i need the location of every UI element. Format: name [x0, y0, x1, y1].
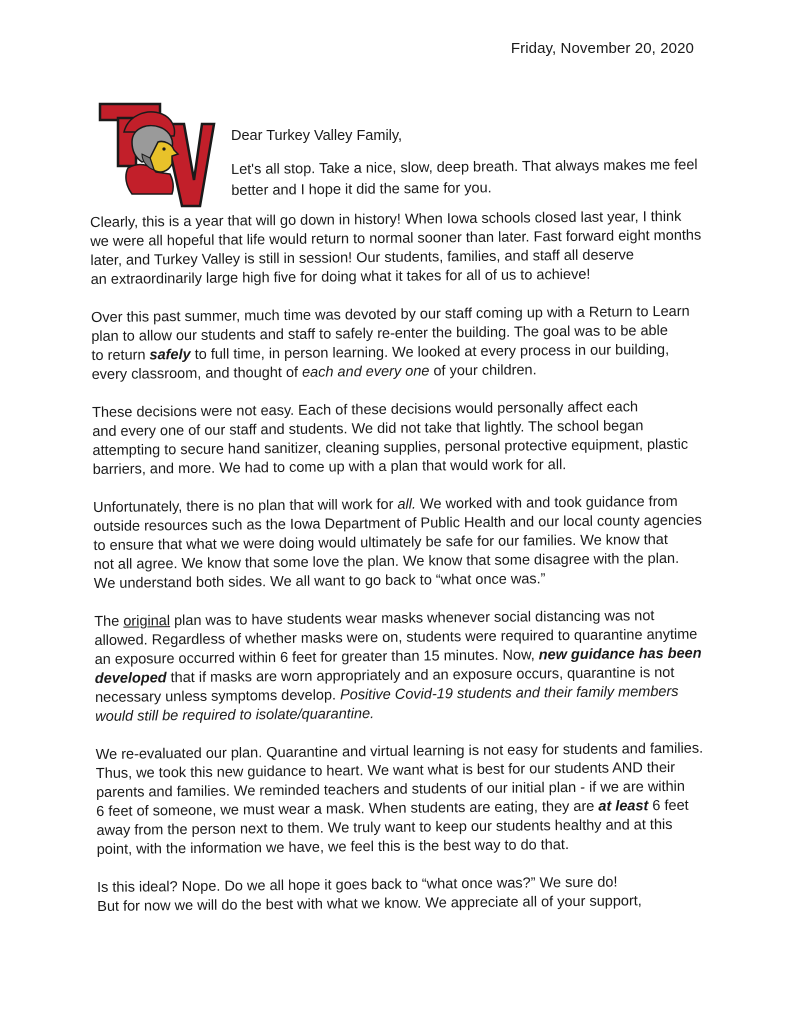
emphasis-at-least: at least	[598, 798, 649, 815]
text-run: We worked with and took guidance from	[415, 493, 678, 513]
text-run: necessary unless symptoms develop.	[94, 687, 341, 706]
text-run: every classroom, and thought of	[91, 364, 303, 383]
text-run: an exposure occurred within 6 feet for greater than 15 minutes. Now,	[94, 647, 539, 668]
greeting: Dear Turkey Valley Family,	[231, 128, 403, 144]
text-line: outside resources such as the Iowa Department of Public Health and our local county agencies	[93, 512, 702, 535]
paragraph-history	[90, 208, 701, 290]
text-run: 6 feet	[648, 797, 689, 815]
paragraph-return-to-learn	[91, 303, 702, 385]
text-line: to ensure that what we were doing would ultimately be safe for our families. We know that	[93, 531, 668, 554]
paragraph-decisions	[92, 398, 703, 480]
turkey-valley-tv-logo	[98, 102, 216, 210]
text-line: not all agree. We know that some love the plan. We know that some disagree with the plan.	[93, 550, 680, 573]
text-line: barriers, and more. We had to come up with a plan that would work for all.	[92, 457, 567, 478]
emphasis-original: original	[123, 613, 171, 630]
text-line: allowed. Regardless of whether masks were on, students were required to quarantine anytime	[94, 626, 698, 649]
paragraph-closing	[97, 873, 707, 917]
paragraph-no-plan	[93, 493, 704, 594]
emphasis-positive-covid: Positive Covid-19 students and their family members	[339, 683, 679, 704]
text-line: attempting to secure hand sanitizer, cleaning supplies, personal protective equipment, plastic	[92, 436, 689, 459]
text-run: that if masks are worn appropriately and an exposure occurs, quarantine is not	[166, 664, 675, 687]
text-run: 6 feet of someone, we must wear a mask. When students are eating, they are	[96, 798, 599, 820]
text-line: We re-evaluated our plan. Quarantine and virtual learning is not easy for students and families.	[95, 740, 704, 763]
emphasis-isolate: would still be required to isolate/quarantine.	[95, 706, 375, 725]
letter-date: Friday, November 20, 2020	[510, 40, 694, 57]
text-line: we were all hopeful that life would return to normal sooner than later. Fast forward eight months	[90, 227, 702, 250]
emphasis-new-guidance: new guidance has been	[538, 645, 702, 664]
text-run: The	[94, 613, 124, 630]
paragraph-re-evaluated	[96, 740, 707, 860]
text-line: later, and Turkey Valley is still in session! Our students, families, and staff all deserve	[90, 247, 635, 269]
text-line: away from the person next to them. We truly want to keep our students healthy and at this	[96, 816, 673, 839]
text-line: Is this ideal? Nope. Do we all hope it goes back to “what once was?” We sure do!	[96, 874, 618, 896]
text-run: plan was to have students wear masks whenever social distancing was not	[169, 608, 655, 630]
text-line: These decisions were not easy. Each of these decisions would personally affect each	[92, 399, 639, 421]
letter-body	[90, 208, 708, 936]
text-line: an extraordinarily large high five for doing what it takes for all of us to achieve!	[90, 266, 591, 288]
text-run: to return	[91, 347, 150, 364]
text-line: better and I hope it did the same for you.	[231, 180, 492, 199]
emphasis-each-and-every-one: each and every one	[301, 363, 430, 381]
text-line: parents and families. We reminded teachers and students of our initial plan - if we are within	[95, 778, 686, 801]
intro-paragraph	[231, 155, 701, 202]
emphasis-developed: developed	[94, 670, 167, 687]
text-line: plan to allow our students and staff to safely re-enter the building. The goal was to be able	[91, 322, 668, 345]
text-line: Over this past summer, much time was devoted by our staff coming up with a Return to Learn	[91, 303, 690, 326]
text-line: Thus, we took this new guidance to heart. We want what is best for our students AND their	[95, 759, 676, 782]
emphasis-safely: safely	[149, 346, 191, 364]
text-line: and every one of our staff and students. We did not take that lightly. The school began	[92, 418, 644, 440]
paragraph-original-plan	[94, 607, 705, 727]
text-line: point, with the information we have, we feel this is the best way to do that.	[96, 837, 570, 858]
text-line: Let's all stop. Take a nice, slow, deep breath. That always makes me feel	[231, 157, 698, 178]
text-line: We understand both sides. We all want to go back to “what once was.”	[93, 571, 546, 592]
text-line: But for now we will do the best with what we know. We appreciate all of your support,	[97, 893, 642, 915]
text-run: Unfortunately, there is no plan that will work for	[92, 496, 398, 516]
text-line: Clearly, this is a year that will go down in history! When Iowa schools closed last year, I think	[90, 208, 682, 231]
logo-eye	[162, 147, 165, 150]
text-run: to full time, in person learning. We looked at every process in our building,	[190, 341, 670, 363]
emphasis-all: all.	[397, 496, 417, 513]
text-run: of your children.	[429, 362, 537, 380]
